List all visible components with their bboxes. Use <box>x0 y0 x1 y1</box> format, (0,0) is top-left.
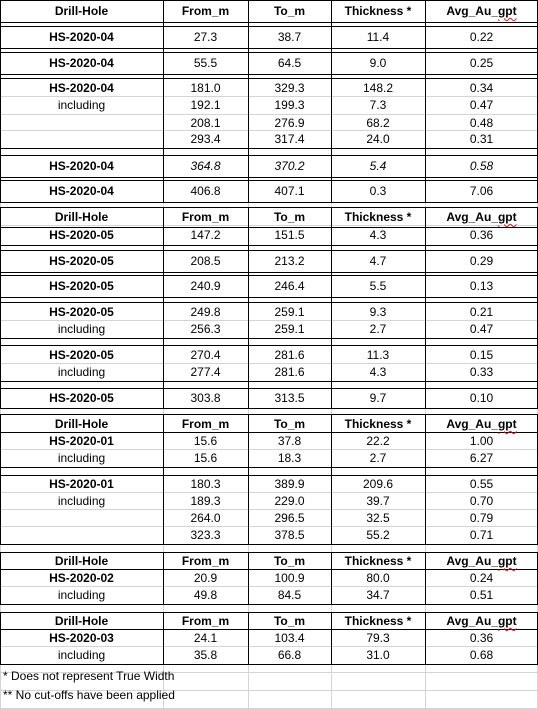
footnote <box>0 667 538 685</box>
cell-to[interactable]: 281.6 <box>274 348 305 362</box>
cell-from[interactable]: 270.4 <box>190 348 221 362</box>
cell-hole[interactable]: HS-2020-04 <box>49 56 114 70</box>
table-border <box>0 48 538 49</box>
table-row <box>0 646 538 664</box>
cell-hole[interactable]: HS-2020-01 <box>49 477 114 491</box>
header-avg-text: Avg_Au_ <box>446 210 498 224</box>
table-border <box>0 467 538 468</box>
cell-hole[interactable]: HS-2020-05 <box>49 279 114 293</box>
cell-avg[interactable]: 0.34 <box>469 81 494 95</box>
cell-th[interactable]: 39.7 <box>366 494 390 508</box>
cell-th[interactable]: 148.2 <box>362 81 394 95</box>
table-border <box>0 297 538 298</box>
cell-avg[interactable]: 7.06 <box>469 184 494 198</box>
cell-avg[interactable]: 0.33 <box>469 365 494 379</box>
table-row <box>0 275 538 297</box>
cell-hole[interactable]: HS-2020-04 <box>49 184 114 198</box>
cell-hole[interactable]: HS-2020-04 <box>49 81 114 95</box>
header-from[interactable]: From_m <box>181 210 230 224</box>
cell-to[interactable]: 100.9 <box>274 571 305 585</box>
cell-th[interactable]: 5.5 <box>369 279 387 293</box>
cell-hole[interactable]: HS-2020-05 <box>49 348 114 362</box>
cell-to[interactable]: 66.8 <box>277 648 302 662</box>
cell-from[interactable]: 189.3 <box>190 494 221 508</box>
cell-th[interactable]: 9.3 <box>369 305 387 319</box>
table-row <box>0 155 538 177</box>
header-row <box>0 207 538 227</box>
cell-avg[interactable]: 0.36 <box>469 228 494 242</box>
table-row <box>0 569 538 587</box>
header-th[interactable]: Thickness * <box>344 417 412 431</box>
cell-avg[interactable]: 0.31 <box>469 132 494 146</box>
cell-to[interactable]: 370.2 <box>274 159 305 173</box>
table-row <box>0 586 538 604</box>
cell-from[interactable]: 264.0 <box>190 511 221 525</box>
header-row <box>0 414 538 434</box>
header-avg[interactable] <box>425 207 538 227</box>
cell-from[interactable]: 256.3 <box>190 322 221 336</box>
cell-to[interactable]: 84.5 <box>277 588 302 602</box>
table-row <box>0 302 538 322</box>
header-to[interactable]: To_m <box>273 417 306 431</box>
table-row <box>0 388 538 408</box>
cell-from[interactable]: 364.8 <box>190 159 221 173</box>
header-avg-text: Avg_Au_ <box>446 417 498 431</box>
cell-to[interactable]: 64.5 <box>277 56 302 70</box>
cell-th[interactable]: 2.7 <box>369 322 387 336</box>
cell-th[interactable]: 80.0 <box>366 571 390 585</box>
header-th[interactable]: Thickness * <box>344 614 412 628</box>
cell-hole[interactable]: including <box>57 322 106 336</box>
table-row <box>0 449 538 467</box>
cell-th[interactable]: 32.5 <box>366 511 390 525</box>
cell-to[interactable]: 37.8 <box>277 434 302 448</box>
table-border <box>0 177 538 178</box>
cell-avg[interactable]: 0.51 <box>469 588 494 602</box>
header-to[interactable]: To_m <box>273 4 306 18</box>
cell-from[interactable]: 406.8 <box>190 184 221 198</box>
header-avg[interactable] <box>425 414 538 434</box>
cell-from[interactable]: 293.4 <box>190 132 221 146</box>
table-row <box>0 96 538 114</box>
footnote-text: ** No cut-offs have been applied <box>3 688 175 702</box>
spellcheck-word: gpt <box>497 554 517 568</box>
table-row <box>0 130 538 148</box>
cell-from[interactable]: 208.1 <box>190 116 221 130</box>
table-row <box>0 180 538 202</box>
cell-hole[interactable]: including <box>57 648 106 662</box>
cell-from[interactable]: 208.5 <box>190 254 221 268</box>
cell-hole[interactable] <box>0 130 163 148</box>
spellcheck-word: gpt <box>497 210 517 224</box>
cell-to[interactable]: 38.7 <box>277 30 302 44</box>
cell-to[interactable]: 389.9 <box>274 477 305 491</box>
cell-th[interactable]: 11.4 <box>366 30 390 44</box>
cell-from[interactable]: 249.8 <box>190 305 221 319</box>
header-th[interactable]: Thickness * <box>344 554 412 568</box>
table-border <box>0 604 538 605</box>
header-row <box>0 0 538 22</box>
cell-from[interactable]: 181.0 <box>190 81 221 95</box>
cell-avg[interactable]: 0.48 <box>469 116 494 130</box>
table-border <box>0 272 538 273</box>
cell-from[interactable]: 20.9 <box>193 571 218 585</box>
cell-to[interactable]: 259.1 <box>274 322 305 336</box>
cell-th[interactable]: 4.3 <box>369 365 387 379</box>
cell-to[interactable]: 296.5 <box>274 511 305 525</box>
cell-avg[interactable]: 0.47 <box>469 322 494 336</box>
header-th[interactable]: Thickness * <box>344 210 412 224</box>
cell-avg[interactable]: 0.15 <box>469 348 494 362</box>
cell-th[interactable]: 31.0 <box>366 648 390 662</box>
cell-from[interactable]: 240.9 <box>190 279 221 293</box>
cell-from[interactable]: 15.6 <box>193 451 218 465</box>
cell-th[interactable]: 9.7 <box>369 391 387 405</box>
cell-hole[interactable]: including <box>57 588 106 602</box>
spellcheck-word: gpt <box>497 4 517 18</box>
table-border <box>0 408 538 409</box>
table-border <box>0 74 538 75</box>
cell-th[interactable]: 4.3 <box>369 228 387 242</box>
table-row <box>0 629 538 647</box>
table-border <box>0 381 538 382</box>
cell-avg[interactable]: 6.27 <box>469 451 494 465</box>
cell-from[interactable]: 24.1 <box>193 631 218 645</box>
cell-to[interactable]: 329.3 <box>274 81 305 95</box>
header-from[interactable]: From_m <box>181 417 230 431</box>
cell-to[interactable]: 246.4 <box>274 279 305 293</box>
cell-from[interactable]: 49.8 <box>193 588 218 602</box>
header-hole[interactable]: Drill-Hole <box>54 4 109 18</box>
table-row <box>0 78 538 98</box>
table-row <box>0 363 538 381</box>
table-row <box>0 52 538 74</box>
cell-hole[interactable] <box>0 509 163 527</box>
table-row <box>0 509 538 527</box>
cell-to[interactable]: 276.9 <box>274 116 305 130</box>
header-avg[interactable] <box>425 552 538 570</box>
table-row <box>0 432 538 450</box>
table-border <box>0 245 538 246</box>
cell-from[interactable]: 27.3 <box>193 30 218 44</box>
cell-th[interactable]: 7.3 <box>369 98 387 112</box>
cell-avg[interactable]: 0.25 <box>469 56 494 70</box>
cell-to[interactable]: 378.5 <box>274 528 305 542</box>
table-border <box>0 664 538 665</box>
table-row <box>0 225 538 245</box>
cell-from[interactable]: 180.3 <box>190 477 221 491</box>
cell-th[interactable]: 9.0 <box>369 56 387 70</box>
cell-from[interactable]: 192.1 <box>190 98 221 112</box>
cell-from[interactable]: 15.6 <box>193 434 218 448</box>
cell-th[interactable]: 0.3 <box>369 184 387 198</box>
cell-avg[interactable]: 0.21 <box>469 305 494 319</box>
footnote <box>0 686 538 704</box>
cell-hole[interactable]: HS-2020-01 <box>49 434 114 448</box>
header-from[interactable]: From_m <box>181 4 230 18</box>
header-avg-text: Avg_Au_ <box>446 554 498 568</box>
cell-th[interactable]: 24.0 <box>366 132 390 146</box>
table-row <box>0 26 538 48</box>
header-from[interactable]: From_m <box>181 614 230 628</box>
cell-from[interactable]: 35.8 <box>193 648 218 662</box>
cell-th[interactable]: 55.2 <box>366 528 390 542</box>
table-row <box>0 526 538 544</box>
cell-to[interactable]: 151.5 <box>274 228 305 242</box>
cell-th[interactable]: 34.7 <box>366 588 390 602</box>
cell-th[interactable]: 22.2 <box>366 434 390 448</box>
cell-th[interactable]: 4.7 <box>369 254 387 268</box>
cell-to[interactable]: 313.5 <box>274 391 305 405</box>
header-hole[interactable]: Drill-Hole <box>54 417 109 431</box>
table-row <box>0 492 538 510</box>
cell-hole[interactable]: HS-2020-05 <box>49 305 114 319</box>
table-row <box>0 320 538 338</box>
cell-avg[interactable]: 0.68 <box>469 648 494 662</box>
cell-to[interactable]: 259.1 <box>274 305 305 319</box>
header-hole[interactable]: Drill-Hole <box>54 210 109 224</box>
cell-avg[interactable]: 0.79 <box>469 511 494 525</box>
cell-to[interactable]: 281.6 <box>274 365 305 379</box>
cell-th[interactable]: 2.7 <box>369 451 387 465</box>
cell-from[interactable]: 277.4 <box>190 365 221 379</box>
cell-to[interactable]: 18.3 <box>277 451 302 465</box>
cell-to[interactable]: 103.4 <box>274 631 305 645</box>
header-row <box>0 552 538 570</box>
cell-hole[interactable]: including <box>57 451 106 465</box>
cell-avg[interactable]: 0.47 <box>469 98 494 112</box>
cell-from[interactable]: 303.8 <box>190 391 221 405</box>
header-to[interactable]: To_m <box>273 614 306 628</box>
table-border <box>0 544 538 545</box>
table-border <box>0 22 538 23</box>
table-border <box>0 338 538 339</box>
cell-hole[interactable]: HS-2020-04 <box>49 30 114 44</box>
table-row <box>0 475 538 493</box>
cell-avg[interactable]: 0.36 <box>469 631 494 645</box>
cell-avg[interactable]: 0.71 <box>469 528 494 542</box>
cell-th[interactable]: 209.6 <box>362 477 394 491</box>
header-from[interactable]: From_m <box>181 554 230 568</box>
cell-avg[interactable]: 0.22 <box>469 30 494 44</box>
cell-from[interactable]: 323.3 <box>190 528 221 542</box>
cell-avg[interactable]: 0.13 <box>469 279 494 293</box>
header-row <box>0 612 538 630</box>
cell-hole[interactable]: HS-2020-05 <box>49 228 114 242</box>
cell-hole[interactable]: HS-2020-05 <box>49 391 114 405</box>
cell-avg[interactable]: 0.24 <box>469 571 494 585</box>
header-hole[interactable]: Drill-Hole <box>54 614 109 628</box>
cell-hole[interactable]: HS-2020-02 <box>49 571 114 585</box>
cell-to[interactable]: 317.4 <box>274 132 305 146</box>
cell-avg[interactable]: 0.29 <box>469 254 494 268</box>
table-row <box>0 345 538 365</box>
spellcheck-word: gpt <box>497 417 517 431</box>
header-hole[interactable]: Drill-Hole <box>54 554 109 568</box>
footnote-text: * Does not represent True Width <box>3 669 175 683</box>
cell-avg[interactable]: 0.70 <box>469 494 494 508</box>
cell-from[interactable]: 147.2 <box>190 228 221 242</box>
header-avg[interactable] <box>425 612 538 630</box>
cell-hole[interactable]: HS-2020-04 <box>49 159 114 173</box>
cell-avg[interactable]: 0.10 <box>469 391 494 405</box>
cell-avg[interactable]: 1.00 <box>469 434 494 448</box>
cell-to[interactable]: 213.2 <box>274 254 305 268</box>
spellcheck-word: gpt <box>497 614 517 628</box>
header-th[interactable]: Thickness * <box>344 4 412 18</box>
header-avg-text: Avg_Au_ <box>446 614 498 628</box>
cell-th[interactable]: 79.3 <box>366 631 390 645</box>
cell-hole[interactable]: including <box>57 98 106 112</box>
header-avg[interactable] <box>425 0 538 22</box>
cell-from[interactable]: 55.5 <box>193 56 218 70</box>
cell-avg[interactable]: 0.58 <box>469 159 494 173</box>
cell-th[interactable]: 68.2 <box>366 116 390 130</box>
cell-th[interactable]: 5.4 <box>369 159 387 173</box>
cell-hole[interactable]: including <box>57 494 106 508</box>
header-avg-text: Avg_Au_ <box>446 4 498 18</box>
cell-to[interactable]: 229.0 <box>274 494 305 508</box>
header-to[interactable]: To_m <box>273 554 306 568</box>
cell-hole[interactable]: including <box>57 365 106 379</box>
table-border <box>0 202 538 203</box>
table-border <box>0 148 538 149</box>
cell-hole[interactable] <box>0 526 163 544</box>
cell-hole[interactable]: HS-2020-03 <box>49 631 114 645</box>
cell-hole[interactable]: HS-2020-05 <box>49 254 114 268</box>
cell-avg[interactable]: 0.55 <box>469 477 494 491</box>
cell-to[interactable]: 407.1 <box>274 184 305 198</box>
cell-to[interactable]: 199.3 <box>274 98 305 112</box>
table-row <box>0 250 538 272</box>
cell-th[interactable]: 11.3 <box>366 348 390 362</box>
header-to[interactable]: To_m <box>273 210 306 224</box>
